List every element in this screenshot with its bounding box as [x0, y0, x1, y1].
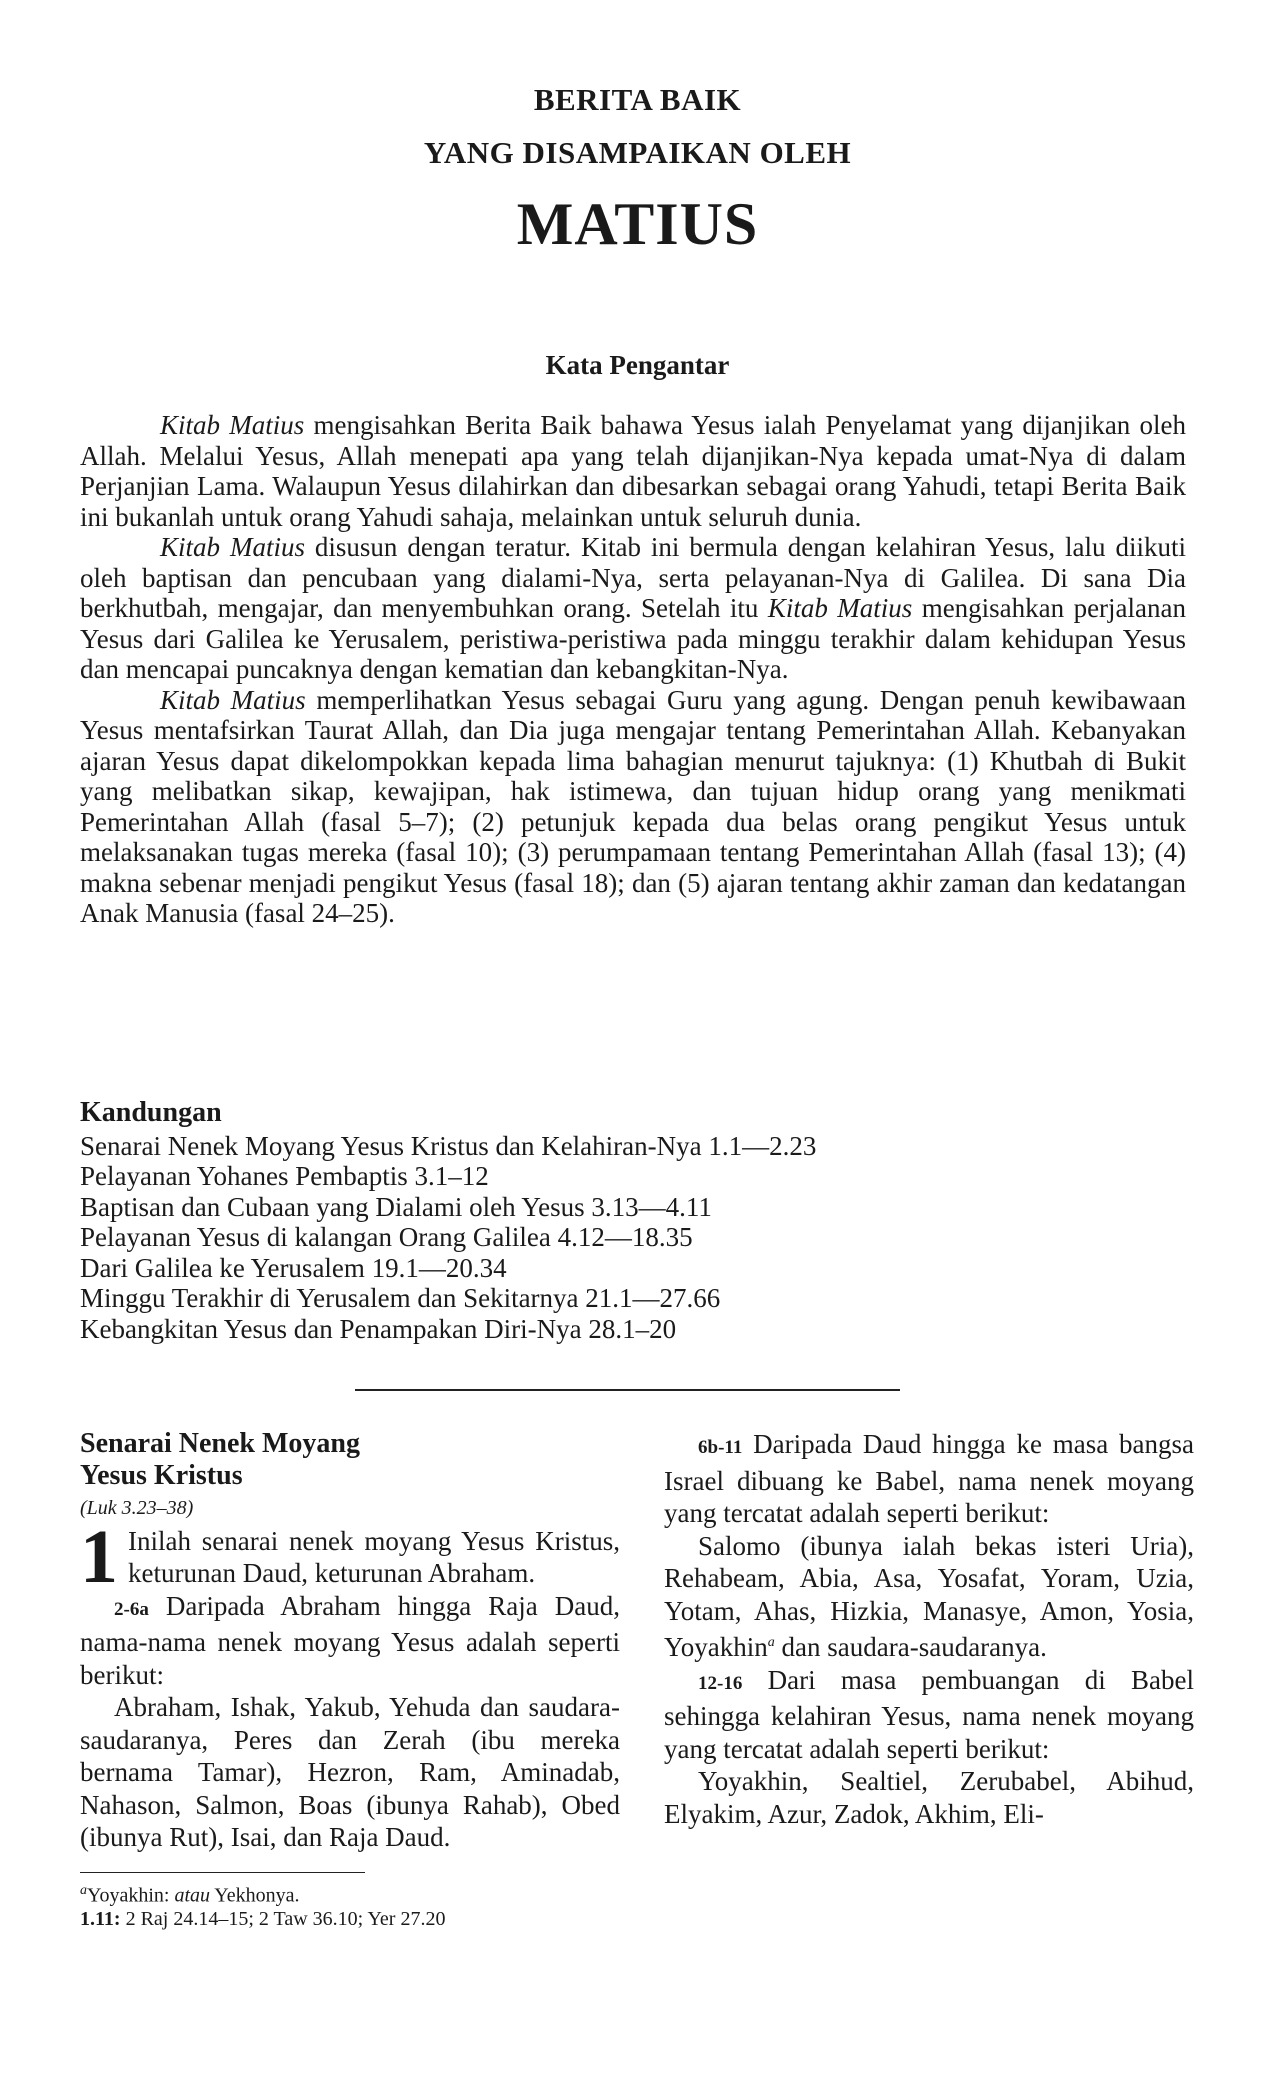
section-divider — [355, 1389, 900, 1391]
intro-paragraph-1 — [80, 410, 1186, 532]
footnote-text: Yoyakhin: — [87, 1884, 175, 1907]
verse-number: 2-6a — [114, 1598, 149, 1620]
intro-text: mengisahkan Berita Baik bahawa Yesus ialah Penyelamat yang dijanjikan oleh Allah. Melalui Yesus, Allah menepati apa yang telah dijanjikan-Nya kepada umat-Nya di dalam Perjanjian Lama. Walaupun Yesus dilahirkan dan dibesarkan sebagai orang Yahudi, tetapi Berita Baik ini bukanlah untuk orang Yahudi sahaja, melainkan untuk seluruh dunia. — [80, 410, 1187, 532]
contents-item: Baptisan dan Cubaan yang Dialami oleh Yesus 3.13—4.11 — [80, 1191, 712, 1222]
verse-list — [664, 1530, 1194, 1664]
chapter-number: 1 — [80, 1514, 118, 1599]
intro-title: Kata Pengantar — [545, 350, 730, 380]
heading-line-1: BERITA BAIK — [533, 82, 742, 117]
intro-paragraph-2 — [80, 532, 1186, 685]
verse-text: Daripada Abraham hingga Raja Daud, nama-nama nenek moyang Yesus adalah seperti berikut: — [80, 1590, 621, 1690]
contents-item: Senarai Nenek Moyang Yesus Kristus dan Kelahiran-Nya 1.1—2.23 — [80, 1130, 817, 1161]
footnote-text: Yekhonya. — [210, 1884, 300, 1907]
chapter-start — [80, 1514, 620, 1599]
contents-item: Pelayanan Yohanes Pembaptis 3.1–12 — [80, 1161, 489, 1191]
verse-number: 6b-11 — [698, 1437, 743, 1458]
footnote-1 — [80, 1879, 620, 1908]
footnote-marker: a — [767, 1635, 775, 1650]
left-column — [80, 1428, 620, 1931]
verse-list: Abraham, Ishak, Yakub, Yehuda dan saudara-saudaranya, Peres dan Zerah (ibu mereka bernama Tamar), Hezron, Ram, Aminadab, Nahason, Salmon, Boas (ibunya Rahab), Obed (ibunya Rut), Isai, dan Raja Daud. — [80, 1692, 620, 1852]
contents-list — [80, 1131, 1080, 1345]
contents-item: Kebangkitan Yesus dan Penampakan Diri-Nya 28.1–20 — [80, 1313, 677, 1344]
contents-item: Dari Galilea ke Yerusalem 19.1—20.34 — [80, 1252, 507, 1283]
verse-12-16 — [664, 1664, 1194, 1766]
intro-paragraph-3 — [80, 685, 1186, 929]
section-title: Senarai Nenek Moyang — [80, 1428, 360, 1459]
contents-item: Pelayanan Yesus di kalangan Orang Galilea 4.12—18.35 — [80, 1222, 693, 1252]
book-title: MATIUS — [516, 191, 759, 257]
verse-list: Yoyakhin, Sealtiel, Zerubabel, Abihud, Elyakim, Azur, Zadok, Akhim, Eli- — [664, 1766, 1194, 1829]
contents-title: Kandungan — [80, 1097, 222, 1128]
verse-number: 12-16 — [698, 1672, 743, 1694]
book-name-italic: Kitab Matius — [767, 593, 913, 623]
book-name-italic: Kitab Matius — [160, 532, 305, 562]
footnote-marker: a — [80, 1882, 87, 1898]
verse-2-6a — [80, 1590, 620, 1692]
footnote-italic: atau — [174, 1884, 210, 1907]
heading-line-2: YANG DISAMPAIKAN OLEH — [423, 135, 852, 170]
footnote-divider — [80, 1872, 365, 1873]
introduction — [80, 410, 1186, 929]
verse-text: dan saudara-saudaranya. — [774, 1632, 1047, 1662]
cross-reference: (Luk 3.23–38) — [80, 1497, 194, 1519]
footnote-text: 2 Raj 24.14–15; 2 Taw 36.10; Yer 27.20 — [120, 1908, 446, 1931]
section-title: Yesus Kristus — [80, 1460, 243, 1491]
intro-text: memperlihatkan Yesus sebagai Guru yang agung. Dengan penuh kewibawaan Yesus mentafsirkan Taurat Allah, dan Dia juga mengajar tentang Pemerintahan Allah. Kebanyakan ajaran Yesus dapat dikelompokkan kepada lima bahagian menurut tajuknya: (1) Khutbah di Bukit yang melibatkan sikap, kewajipan, hak istimewa, dan tujuan hidup orang yang menikmati Pemerintahan Allah (fasal 5–7); (2) petunjuk kepada dua belas orang pengikut Yesus untuk melaksanakan tugas mereka (fasal 10); (3) perumpamaan tentang Pemerintahan Allah (fasal 13); (4) makna sebenar menjadi pengikut Yesus (fasal 18); dan (5) ajaran tentang akhir zaman dan kedatangan Anak Manusia (fasal 24–25). — [80, 684, 1186, 928]
contents-item: Minggu Terakhir di Yerusalem dan Sekitarnya 21.1—27.66 — [80, 1283, 721, 1313]
footnote-2 — [80, 1907, 620, 1931]
verse-text: Salomo (ibunya ialah bekas isteri Uria), Rehabeam, Abia, Asa, Yosafat, Yoram, Uzia, Yotam, Ahas, Hizkia, Manasye, Amon, Yosia, Yoyakhin — [664, 1530, 1194, 1662]
book-name-italic: Kitab Matius — [160, 410, 305, 440]
book-name-italic: Kitab Matius — [160, 684, 306, 715]
footnote-ref: 1.11: — [80, 1908, 121, 1931]
intro-text: disusun dengan teratur. Kitab ini bermula dengan kelahiran Yesus, lalu diikuti oleh baptisan dan pencubaan yang dialami-Nya, serta pelayanan-Nya di Galilea. Di sana Dia berkhutbah, mengajar, dan menyembuhkan orang. Setelah itu — [80, 532, 1186, 623]
verse-text: Daripada Daud hingga ke masa bangsa Israel dibuang ke Babel, nama nenek moyang yang tercatat adalah seperti berikut: — [664, 1429, 1194, 1528]
verse-1: Inilah senarai nenek moyang Yesus Kristus, keturunan Daud, keturunan Abraham. — [128, 1525, 620, 1588]
contents — [80, 1098, 1080, 1344]
verse-text: Dari masa pembuangan di Babel sehingga kelahiran Yesus, nama nenek moyang yang tercatat adalah seperti berikut: — [664, 1664, 1195, 1764]
right-column — [664, 1428, 1194, 1830]
verse-6b-11 — [664, 1428, 1194, 1530]
intro-text: mengisahkan perjalanan Yesus dari Galilea ke Yerusalem, peristiwa-peristiwa pada minggu terakhir dalam kehidupan Yesus dan mencapai puncaknya dengan kematian dan kebangkitan-Nya. — [80, 593, 1186, 684]
